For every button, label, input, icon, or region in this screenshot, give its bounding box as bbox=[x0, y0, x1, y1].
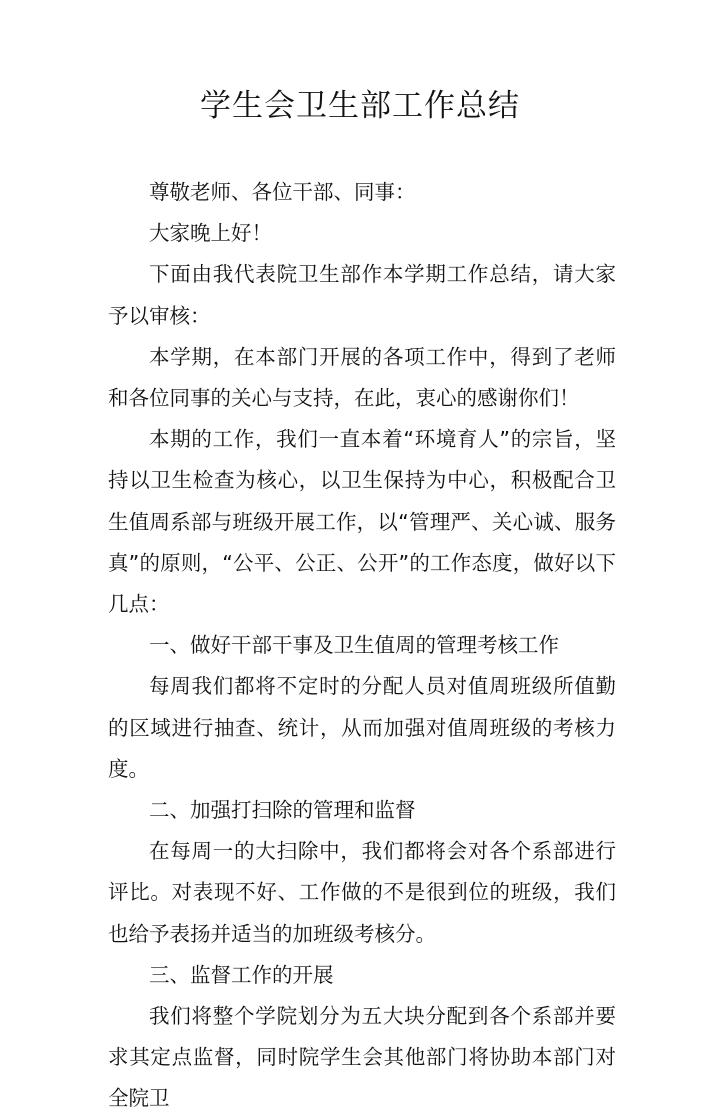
paragraph-greeting: 大家晚上好！ bbox=[149, 221, 272, 246]
paragraph-section-3: 我们将整个学院划分为五大块分配到各个系部并要求其定点监督，同时院学生会其他部门将协助本部门对全院卫 bbox=[108, 1004, 616, 1111]
document-body bbox=[108, 172, 616, 1120]
paragraph-salutation: 尊敬老师、各位干部、同事： bbox=[149, 180, 416, 204]
paragraph-thanks: 本学期，在本部门开展的各项工作中，得到了老师和各位同事的关心与支持，在此，衷心的感谢你们！ bbox=[108, 344, 616, 411]
section-heading-3: 三、监督工作的开展 bbox=[149, 962, 334, 987]
paragraph-section-1: 每周我们都将不定时的分配人员对值周班级所值勤的区域进行抽查、统计，从而加强对值周班级的考核力度。 bbox=[108, 674, 616, 781]
document-title: 学生会卫生部工作总结 bbox=[200, 88, 520, 124]
paragraph-intro: 下面由我代表院卫生部作本学期工作总结，请大家予以审核： bbox=[108, 262, 616, 328]
section-heading-1: 一、做好干部干事及卫生值周的管理考核工作 bbox=[149, 633, 559, 658]
paragraph-section-2: 在每周一的大扫除中，我们都将会对各个系部进行评比。对表现不好、工作做的不是很到位的班级，我们也给予表扬并适当的加班级考核分。 bbox=[108, 839, 616, 946]
section-heading-2: 二、加强打扫除的管理和监督 bbox=[149, 798, 416, 823]
paragraph-principles: 本期的工作，我们一直本着“环境育人”的宗旨，坚持以卫生检查为核心，以卫生保持为中心，积极配合卫生值周系部与班级开展工作，以“管理严、关心诚、服务真”的原则，“公平、公正、公开”的工作态度，做好以下几点： bbox=[108, 427, 616, 617]
